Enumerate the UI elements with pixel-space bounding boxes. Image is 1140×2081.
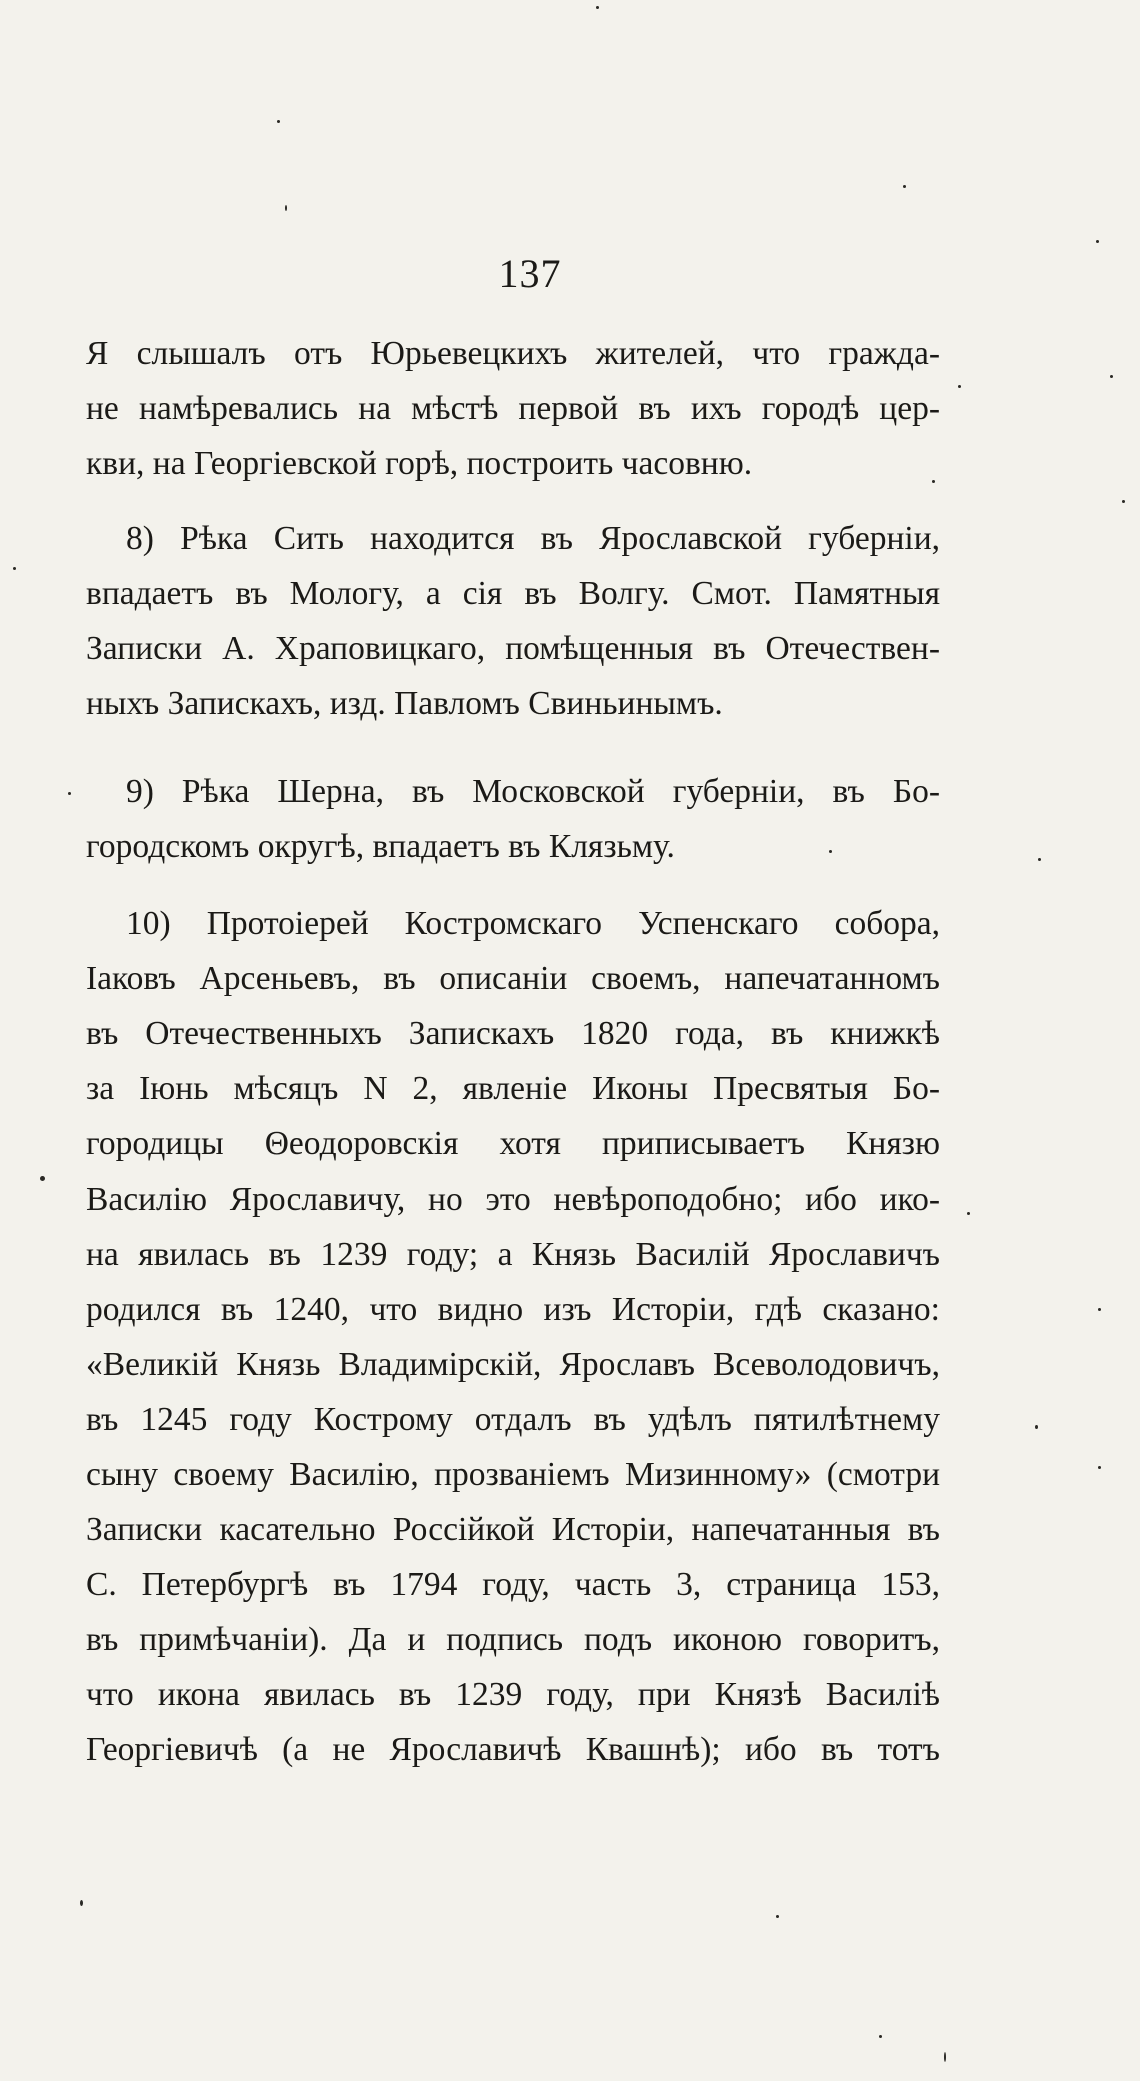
scan-speck xyxy=(40,1176,45,1181)
scan-speck xyxy=(80,1900,83,1906)
text-line: кви, на Георгіевской горѣ, построить часовню. xyxy=(86,445,753,482)
text-line: Записки касательно Россійкой Исторіи, напечатанныя въ xyxy=(86,1511,940,1548)
text-line: впадаетъ въ Мологу, а сія въ Волгу. Смот. Памятныя xyxy=(86,575,940,612)
text-line: городицы Θеодоровскія хотя приписываетъ Князю xyxy=(86,1125,940,1162)
scan-speck xyxy=(1098,1308,1101,1311)
scan-speck xyxy=(1035,1425,1038,1429)
scan-speck xyxy=(1098,1466,1101,1469)
scan-speck xyxy=(285,205,287,211)
text-line: родился въ 1240, что видно изъ Исторіи, гдѣ сказано: xyxy=(86,1291,940,1328)
text-line: «Великій Князь Владимірскій, Ярославъ Всеволодовичъ, xyxy=(86,1346,940,1383)
scan-speck xyxy=(68,792,71,795)
scan-speck xyxy=(879,2035,882,2038)
text-line: на явилась въ 1239 году; а Князь Василій Ярославичъ xyxy=(86,1236,940,1273)
text-line: въ 1245 году Кострому отдалъ въ удѣлъ пятилѣтнему xyxy=(86,1401,940,1438)
scan-speck xyxy=(776,1915,779,1918)
scan-speck xyxy=(829,850,832,853)
text-line: Записки А. Храповицкаго, помѣщенныя въ Отечествен- xyxy=(86,630,940,667)
scan-speck xyxy=(903,185,906,188)
text-line: городскомъ округѣ, впадаетъ въ Клязьму. xyxy=(86,828,675,865)
scan-speck xyxy=(277,120,280,123)
scan-speck xyxy=(967,1212,970,1215)
text-line: 10) Протоіерей Костромскаго Успенскаго собора, xyxy=(126,905,940,942)
page-number: 137 xyxy=(498,251,562,296)
text-line: С. Петербургѣ въ 1794 году, часть 3, страница 153, xyxy=(86,1566,940,1603)
scan-speck xyxy=(958,385,961,388)
scan-speck xyxy=(1110,375,1113,378)
text-line: за Іюнь мѣсяцъ N 2, явленіе Иконы Пресвятыя Бо- xyxy=(86,1070,940,1107)
text-line: что икона явилась въ 1239 году, при Князѣ Василіѣ xyxy=(86,1676,940,1713)
text-line: 9) Рѣка Шерна, въ Московской губерніи, въ Бо- xyxy=(126,773,940,810)
text-line: Іаковъ Арсеньевъ, въ описаніи своемъ, напечатанномъ xyxy=(86,960,940,997)
scan-speck xyxy=(1038,858,1041,861)
text-line: Я слышалъ отъ Юрьевецкихъ жителей, что гражда- xyxy=(86,335,940,372)
text-line: сыну своему Василію, прозваніемъ Мизинному» (смотри xyxy=(86,1456,940,1493)
scan-speck xyxy=(13,567,16,570)
text-line: Георгіевичѣ (а не Ярославичѣ Квашнѣ); ибо въ тотъ xyxy=(86,1731,940,1768)
text-line: въ примѣчаніи). Да и подпись подъ иконою говоритъ, xyxy=(86,1621,940,1658)
scan-speck xyxy=(1096,240,1099,243)
text-line: ныхъ Запискахъ, изд. Павломъ Свиньинымъ. xyxy=(86,685,723,722)
text-line: 8) Рѣка Сить находится въ Ярославской губерніи, xyxy=(126,520,940,557)
scan-speck xyxy=(932,480,935,483)
scan-speck xyxy=(1122,500,1125,503)
text-line: не намѣревались на мѣстѣ первой въ ихъ городѣ цер- xyxy=(86,390,940,427)
scan-speck xyxy=(944,2052,946,2062)
text-line: въ Отечественныхъ Запискахъ 1820 года, въ книжкѣ xyxy=(86,1015,940,1052)
text-line: Василію Ярославичу, но это невѣроподобно; ибо ико- xyxy=(86,1181,940,1218)
scan-speck xyxy=(596,6,599,9)
